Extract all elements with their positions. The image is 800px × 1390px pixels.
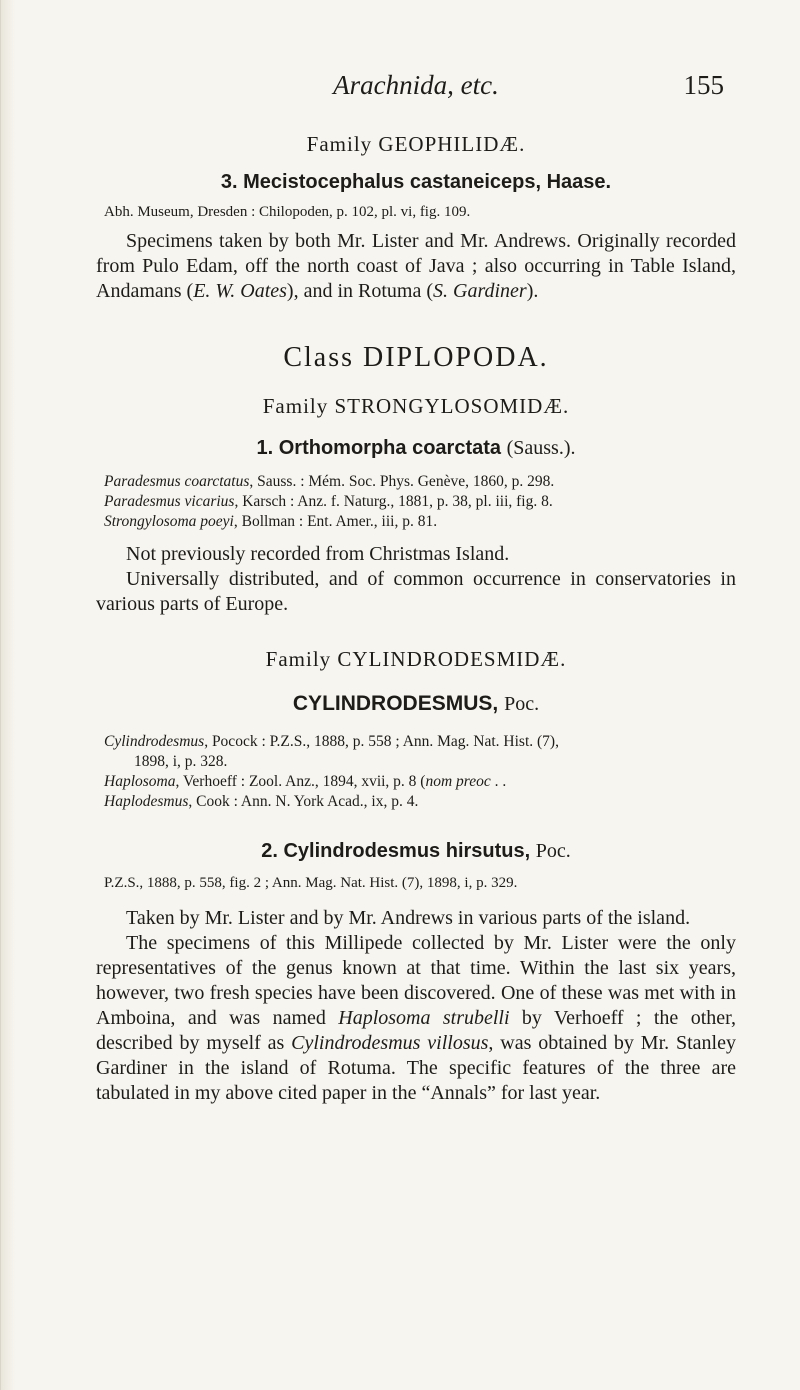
text-run: The specimens of this Millipede collected by Mr. Lister were the only representatives of the genus known at that time. Within the last six years, however, two fresh species have been discovered. One of these was met with in Amboina, and was named [96,932,736,1029]
synonym-name: Strongylosoma poeyi [104,513,234,530]
citation-hirsutus: P.Z.S., 1888, p. 558, fig. 2 ; Ann. Mag. Nat. Hist. (7), 1898, i, p. 329. [104,875,518,891]
synonym-entry [104,732,736,752]
synonym-name: Haplodesmus [104,793,189,810]
synonym-entry-continued: 1898, i, p. 328. [134,753,228,770]
page-body [96,70,736,1106]
synonym-ref: . . [490,773,507,790]
page-number: 155 [683,70,724,100]
synonym-ref: , Karsch : Anz. f. Naturg., 1881, p. 38, pl. iii, fig. 8. [234,493,553,510]
paragraph-hirsutus-discussion [96,931,736,1106]
paragraph-hirsutus-collection: Taken by Mr. Lister and by Mr. Andrews in various parts of the island. [126,907,691,929]
genus-author: Poc. [504,693,540,715]
species-heading-hirsutus [96,840,736,863]
family-heading-geophilidae: Family GEOPHILIDÆ. [306,132,526,156]
synonymy-orthomorpha [96,472,736,532]
species-heading-orthomorpha [96,437,736,460]
paragraph-orthomorpha-record: Not previously recorded from Christmas Island. [126,543,510,565]
synonym-entry [104,792,736,812]
synonym-entry [104,472,736,492]
synonym-entry [104,492,736,512]
text-run: Specimens taken by both Mr. Lister and Mr. Andrews. Originally recorded from Pulo Edam, off the north coast of Java ; also occurring in Table Island, Andamans ( [96,230,736,302]
species-author: (Sauss.). [506,437,576,459]
synonym-ref: , Pocock : P.Z.S., 1888, p. 558 ; Ann. Mag. Nat. Hist. (7), [204,733,559,750]
synonym-note: nom preoc [425,773,491,790]
synonym-ref: , Cook : Ann. N. York Acad., ix, p. 4. [188,793,419,810]
text-run: , was obtained by Mr. Stanley Gardiner in the island of Rotuma. The specific features of the three are tabulated in my above cited paper in the “Annals” for last year. [96,1032,736,1104]
synonym-name: Paradesmus coarctatus [104,473,250,490]
species-name: 1. Orthomorpha coarctata [256,437,502,459]
synonym-ref: , Bollman : Ent. Amer., iii, p. 81. [233,513,438,530]
running-head [96,70,736,110]
synonym-name: Paradesmus vicarius [104,493,235,510]
species-mention: Cylindrodesmus villosus [291,1032,489,1054]
paragraph-orthomorpha-distribution: Universally distributed, and of common occurrence in conservatories in various parts of Europe. [96,568,736,615]
text-run: ). [526,280,539,302]
synonymy-cylindrodesmus [96,732,736,812]
species-mention: Haplosoma strubelli [338,1007,510,1029]
synonym-entry [104,772,736,792]
synonym-entry [104,512,736,532]
text-run: ), and in Rotuma ( [286,280,433,302]
running-title: Arachnida, etc. [333,70,499,100]
family-heading-cylindrodesmidae: Family CYLINDRODESMIDÆ. [265,647,567,671]
synonym-ref: , Sauss. : Mém. Soc. Phys. Genève, 1860, p. 298. [249,473,555,490]
paragraph-mecistocephalus [96,229,736,304]
genus-heading-cylindrodesmus [96,692,736,716]
citation-mecistocephalus: Abh. Museum, Dresden : Chilopoden, p. 102, pl. vi, fig. 109. [104,204,471,220]
genus-name: CYLINDRODESMUS, [292,692,499,715]
species-name: 2. Cylindrodesmus hirsutus, [261,840,531,862]
class-heading-diplopoda: Class DIPLOPODA. [283,342,549,373]
text-run: by Verhoeff ; the other, described by myself as [96,1007,736,1054]
species-heading-mecistocephalus: 3. Mecistocephalus castaneiceps, Haase. [220,171,612,193]
collector-name: S. Gardiner [433,280,527,302]
synonym-ref: , Verhoeff : Zool. Anz., 1894, xvii, p. 8 ( [175,773,426,790]
synonym-name: Haplosoma [104,773,176,790]
collector-name: E. W. Oates [193,280,287,302]
family-heading-strongylosomidae: Family STRONGYLOSOMIDÆ. [262,394,570,418]
page-edge [0,0,15,1390]
species-author: Poc. [535,840,571,862]
synonym-name: Cylindrodesmus [104,733,205,750]
